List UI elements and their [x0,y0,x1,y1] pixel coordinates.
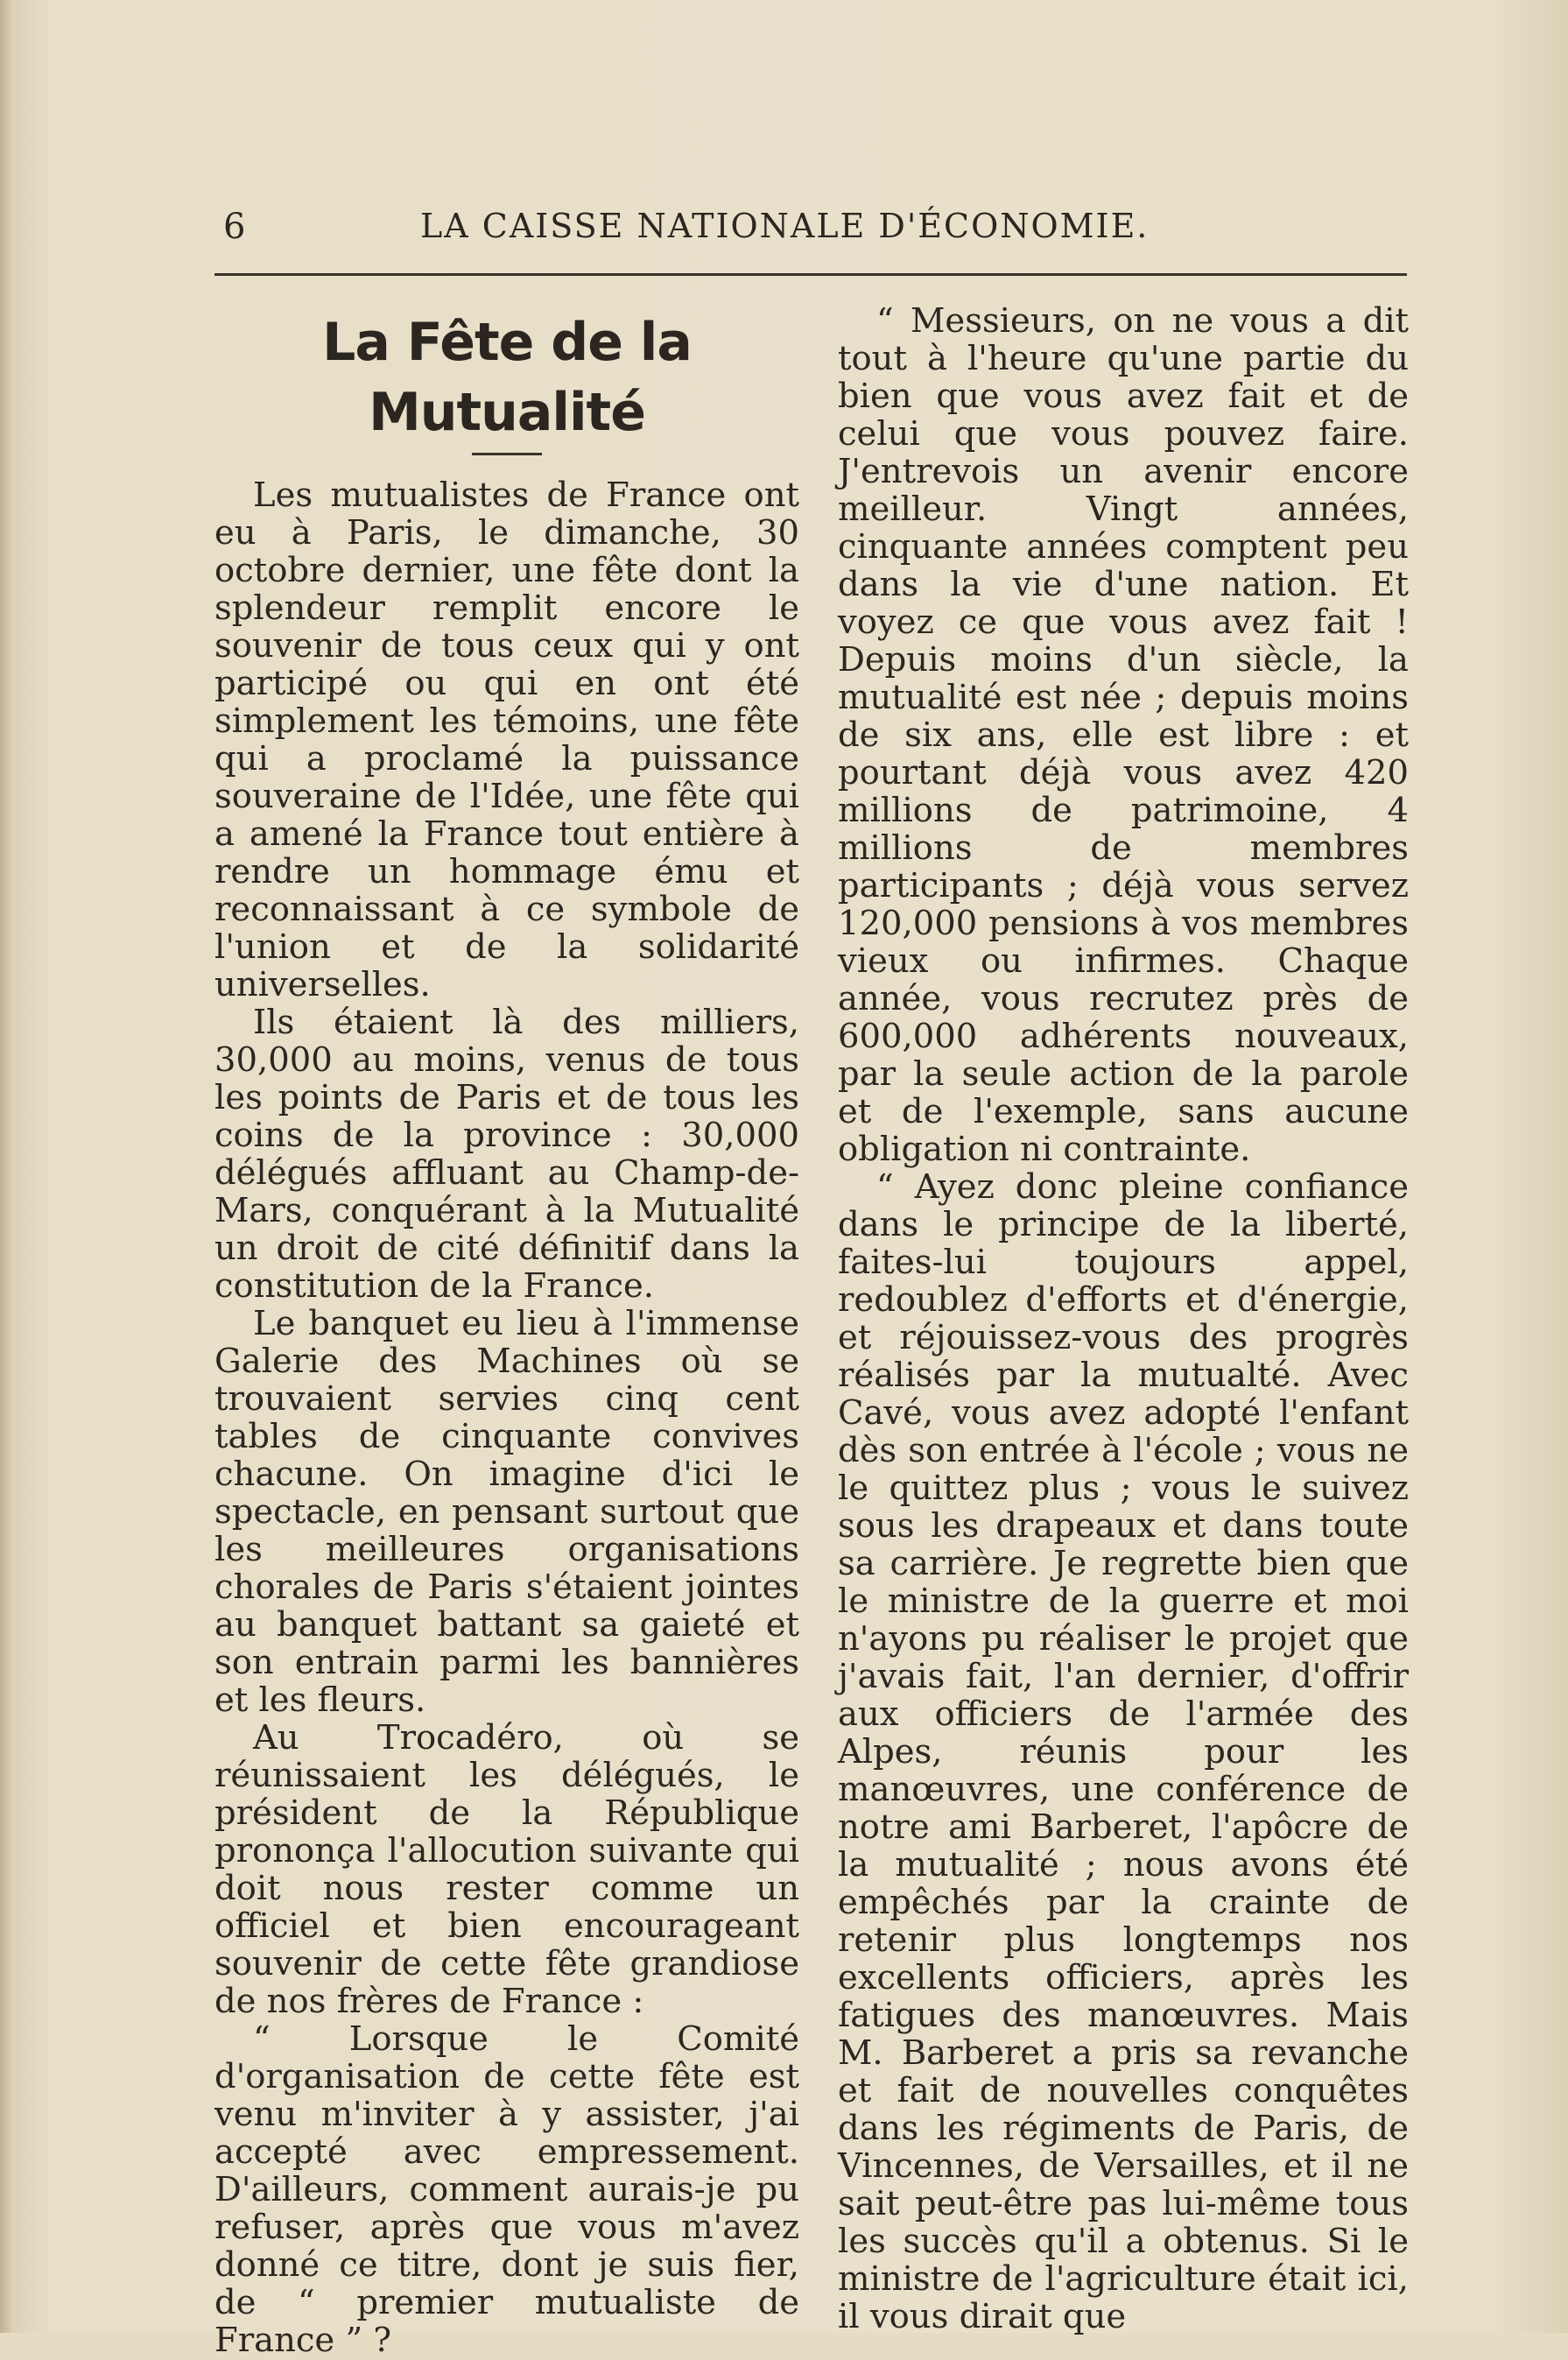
paragraph: Au Trocadéro, où se réunissaient les délégués, le président de la République prononça l'allocution suivante qui doit nous rester comme un officiel et bien encourageant souvenir de cette fête grandiose de nos frères de France : [214,1718,799,2021]
paragraph: “ Lorsque le Comité d'organisation de cette fête est venu m'inviter à y assister, j'ai accepté avec empressement. D'ailleurs, comment aurais-je pu refuser, après que vous m'avez donné ce titre, dont je suis fier, de “ premier mutualiste de France ” ? [214,2019,799,2360]
left-column [214,302,799,2359]
paragraph: Ils étaient là des milliers, 30,000 au moins, venus de tous les points de Paris et de tous les coins de la province : 30,000 délégués affluant au Champ-de-Mars, conquérant à la Mutualité un droit de cité définitif dans la constitution de la France. [214,1003,799,1306]
page-binding-edge [0,0,12,2333]
running-title: LA CAISSE NATIONALE D'ÉCONOMIE. [420,207,1150,245]
header-rule [214,273,1407,276]
right-column [838,302,1409,2335]
page-number: 6 [223,207,246,247]
paragraph: “ Messieurs, on ne vous a dit tout à l'heure qu'une partie du bien que vous avez fait et de celui que vous pouvez faire. J'entrevois un avenir encore meilleur. Vingt années, cinquante années comptent peu dans la vie d'une nation. Et voyez ce que vous avez fait ! Depuis moins d'un siècle, la mutualité est née ; depuis moins de six ans, elle est libre : et pourtant déjà vous avez 420 millions de patrimoine, 4 millions de membres participants ; déjà vous servez 120,000 pensions à vos membres vieux ou infirmes. Chaque année, vous recrutez près de 600,000 adhérents nouveaux, par la seule action de la parole et de l'exemple, sans aucune obligation ni contrainte. [838,301,1409,1169]
article-title: La Fête de la Mutualité [322,312,692,443]
title-rule [472,453,542,455]
paragraph: Les mutualistes de France ont eu à Paris, le dimanche, 30 octobre dernier, une fête dont la splendeur remplit encore le souvenir de tous ceux qui y ont participé ou qui en ont été simplement les témoins, une fête qui a proclamé la puissance souveraine de l'Idée, une fête qui a amené la France tout entière à rendre un hommage ému et reconnaissant à ce symbole de l'union et de la solidarité universelles. [214,476,799,1004]
paragraph: “ Ayez donc pleine confiance dans le principe de la liberté, faites-lui toujours appel, redoublez d'efforts et d'énergie, et réjouissez-vous des progrès réalisés par la mutualté. Avec Cavé, vous avez adopté l'enfant dès son entrée à l'école ; vous ne le quittez plus ; vous le suivez sous les drapeaux et dans toute sa carrière. Je regrette bien que le ministre de la guerre et moi n'ayons pu réaliser le projet que j'avais fait, l'an dernier, d'offrir aux officiers de l'armée des Alpes, réunis pour les manœuvres, une conférence de notre ami Barberet, l'apôcre de la mutualité ; nous avons été empêchés par la crainte de retenir plus longtemps nos excellents officiers, après les fatigues des manœuvres. Mais M. Barberet a pris sa revanche et fait de nouvelles conquêtes dans les régiments de Paris, de Vincennes, de Versailles, et il ne sait peut-être pas lui-même tous les succès qu'il a obtenus. Si le ministre de l'agriculture était ici, il vous dirait que [838,1167,1409,2336]
paragraph: Le banquet eu lieu à l'immense Galerie des Machines où se trouvaient servies cinq cent tables de cinquante convives chacune. On imagine d'ici le spectacle, en pensant surtout que les meilleures organisations chorales de Paris s'étaient jointes au banquet battant sa gaieté et son entrain parmi les bannières et les fleurs. [214,1304,799,1720]
page-header [214,201,1405,254]
